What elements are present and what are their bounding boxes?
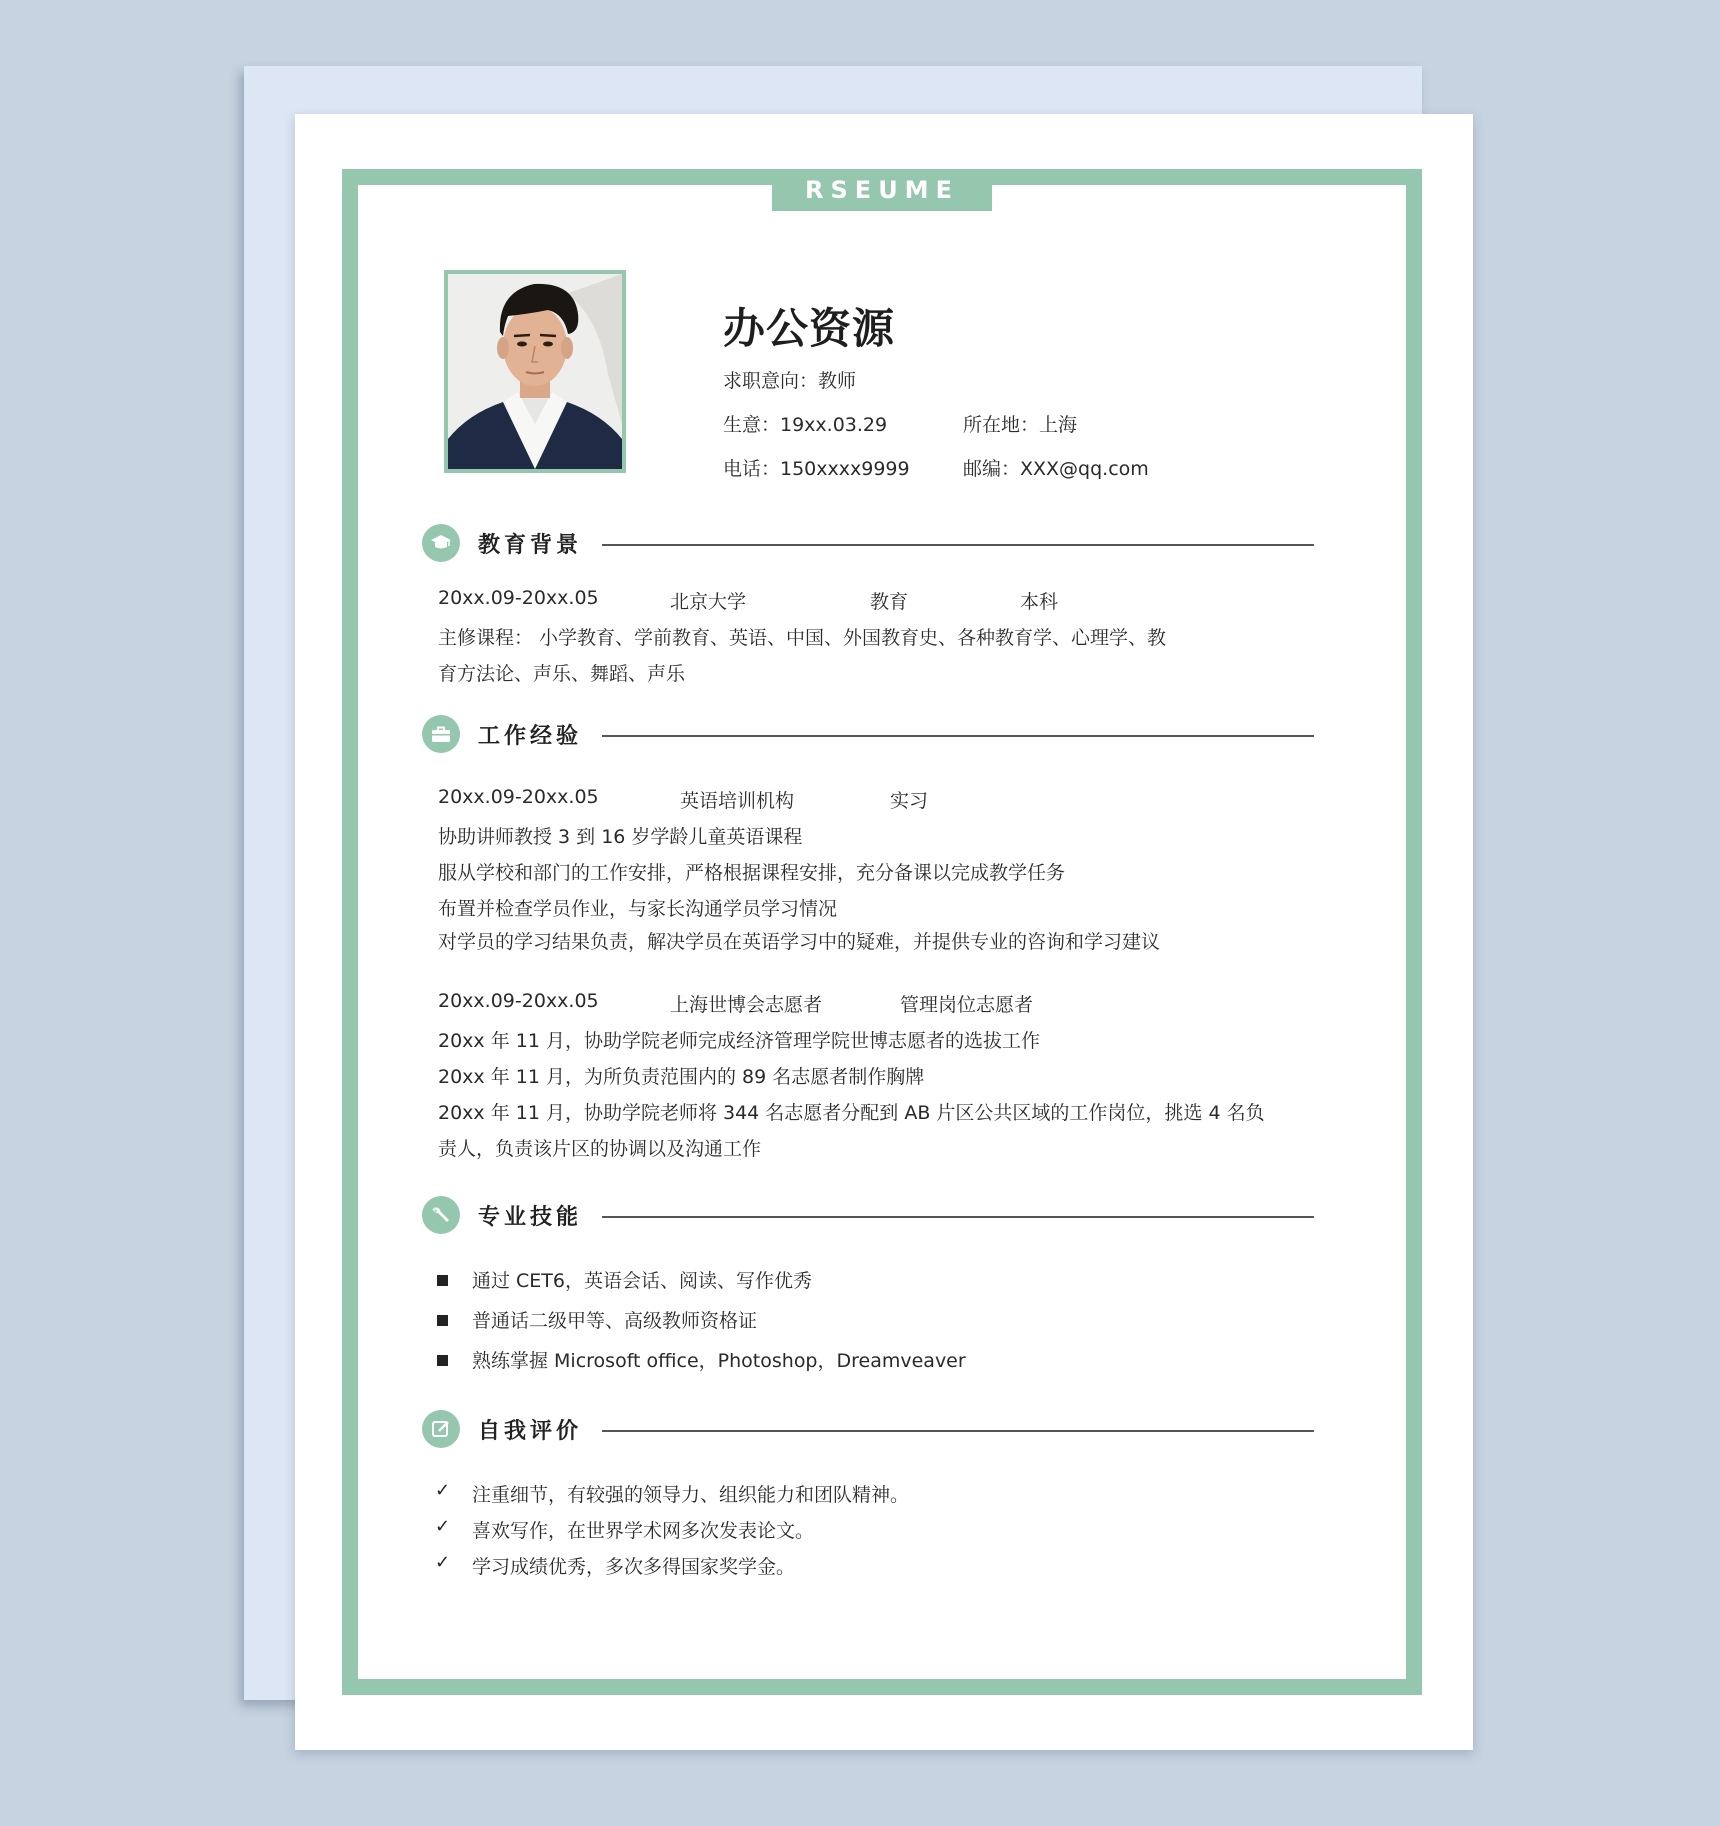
divider <box>602 1430 1314 1432</box>
briefcase-icon <box>422 715 460 753</box>
job2-line: 责人，负责该片区的协调以及沟通工作 <box>438 1138 762 1160</box>
job2-org: 上海世博会志愿者 <box>670 994 823 1016</box>
candidate-name: 办公资源 <box>723 304 896 353</box>
job2-role: 管理岗位志愿者 <box>900 994 1034 1016</box>
job1-line: 对学员的学习结果负责，解决学员在英语学习中的疑难，并提供专业的咨询和学习建议 <box>438 931 1161 953</box>
job1-line: 服从学校和部门的工作安排，严格根据课程安排，充分备课以完成教学任务 <box>438 862 1066 884</box>
job2-date: 20xx.09-20xx.05 <box>438 990 599 1012</box>
email: 邮编：XXX@qq.com <box>963 458 1149 480</box>
job2-line: 20xx 年 11 月，协助学院老师将 344 名志愿者分配到 AB 片区公共区域的工作岗位，挑选 4 名负 <box>438 1102 1265 1124</box>
job1-line: 协助讲师教授 3 到 16 岁学龄儿童英语课程 <box>438 826 803 848</box>
education-school: 北京大学 <box>670 591 747 613</box>
birth-date: 生意：19xx.03.29 <box>723 414 888 436</box>
job1-line: 布置并检查学员作业，与家长沟通学员学习情况 <box>438 898 838 920</box>
job1-date: 20xx.09-20xx.05 <box>438 786 599 808</box>
job2-line: 20xx 年 11 月，协助学院老师完成经济管理学院世博志愿者的选拔工作 <box>438 1030 1040 1052</box>
self-eval-item: 学习成绩优秀，多次多得国家奖学金。 <box>472 1556 796 1578</box>
wrench-icon <box>422 1196 460 1234</box>
bullet-icon <box>437 1355 448 1366</box>
skills-section-header <box>422 1196 1314 1236</box>
education-courses-line2: 育方法论、声乐、舞蹈、声乐 <box>438 663 686 685</box>
check-icon: ✓ <box>435 1516 451 1537</box>
self-eval-heading: 自我评价 <box>478 1419 583 1444</box>
self-eval-item: 注重细节，有较强的领导力、组织能力和团队精神。 <box>472 1484 910 1506</box>
self-eval-section-header <box>422 1410 1314 1450</box>
skills-heading: 专业技能 <box>478 1205 583 1230</box>
skill-item: 通过 CET6，英语会话、阅读、写作优秀 <box>472 1270 813 1292</box>
divider <box>602 1216 1314 1218</box>
job2-line: 20xx 年 11 月，为所负责范围内的 89 名志愿者制作胸牌 <box>438 1066 925 1088</box>
bullet-icon <box>437 1275 448 1286</box>
education-courses-line1: 主修课程： 小学教育、学前教育、英语、中国、外国教育史、各种教育学、心理学、教 <box>438 627 1167 649</box>
skill-item: 熟练掌握 Microsoft office，Photoshop，Dreamveaver <box>472 1350 966 1372</box>
job-objective: 求职意向：教师 <box>723 370 857 392</box>
education-date: 20xx.09-20xx.05 <box>438 587 599 609</box>
profile-photo <box>444 270 626 473</box>
resume-title-tab: RSEUME <box>772 169 992 211</box>
education-section-header <box>422 524 1314 564</box>
education-major: 教育 <box>870 591 909 613</box>
divider <box>602 544 1314 546</box>
phone: 电话：150xxxx9999 <box>723 458 910 480</box>
education-heading: 教育背景 <box>478 533 583 558</box>
graduation-cap-icon <box>422 524 460 562</box>
work-section-header <box>422 715 1314 755</box>
location: 所在地：上海 <box>963 414 1078 436</box>
divider <box>602 735 1314 737</box>
check-icon: ✓ <box>435 1480 451 1501</box>
education-degree: 本科 <box>1020 591 1059 613</box>
skill-item: 普通话二级甲等、高级教师资格证 <box>472 1310 758 1332</box>
check-icon: ✓ <box>435 1552 451 1573</box>
job1-role: 实习 <box>890 790 929 812</box>
bullet-icon <box>437 1315 448 1326</box>
self-eval-item: 喜欢写作，在世界学术网多次发表论文。 <box>472 1520 815 1542</box>
edit-icon <box>422 1410 460 1448</box>
job1-org: 英语培训机构 <box>680 790 795 812</box>
work-heading: 工作经验 <box>478 724 583 749</box>
